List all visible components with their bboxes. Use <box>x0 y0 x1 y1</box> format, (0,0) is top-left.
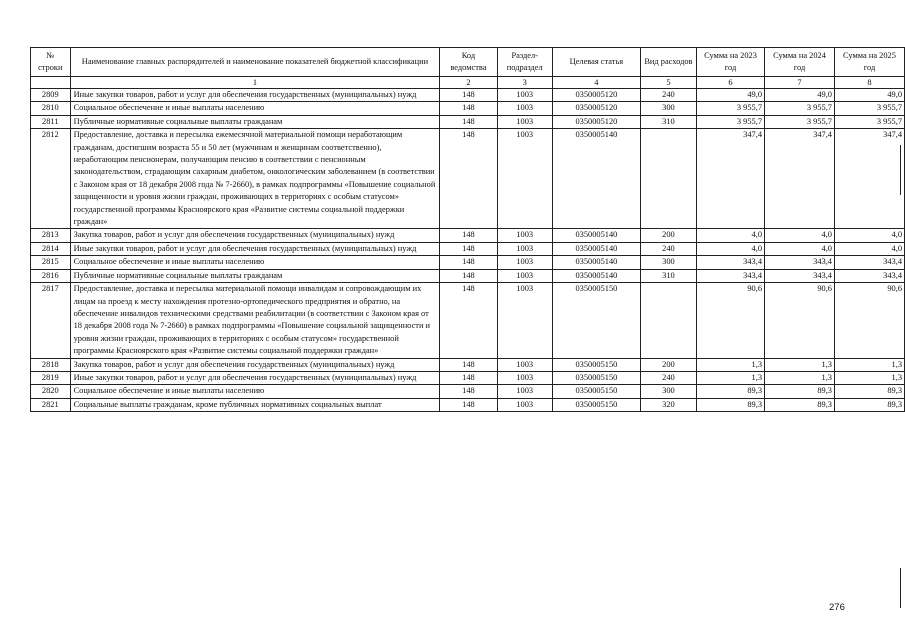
expense-type-cell: 240 <box>640 89 696 102</box>
header-sum-2024: Сумма на 2024 год <box>765 48 835 77</box>
column-index <box>31 77 71 89</box>
sum-2025-cell: 343,4 <box>834 269 904 282</box>
row-number-cell: 2811 <box>31 115 71 128</box>
table-row <box>31 385 905 398</box>
scan-edge-mark <box>900 568 901 608</box>
section-cell: 1003 <box>497 358 552 371</box>
department-code-cell: 148 <box>440 102 497 115</box>
expense-type-cell: 240 <box>640 242 696 255</box>
section-cell: 1003 <box>497 129 552 229</box>
section-cell: 1003 <box>497 256 552 269</box>
table-row <box>31 229 905 242</box>
section-cell: 1003 <box>497 89 552 102</box>
sum-2023-cell: 1,3 <box>696 371 764 384</box>
target-article-cell: 0350005120 <box>552 89 640 102</box>
expense-type-cell <box>640 283 696 358</box>
row-number-cell: 2816 <box>31 269 71 282</box>
expense-type-cell: 200 <box>640 229 696 242</box>
column-index-row <box>31 77 905 89</box>
sum-2023-cell: 89,3 <box>696 398 764 411</box>
table-row <box>31 256 905 269</box>
sum-2023-cell: 1,3 <box>696 358 764 371</box>
table-row <box>31 115 905 128</box>
table-row <box>31 102 905 115</box>
name-cell: Иные закупки товаров, работ и услуг для обеспечения государственных (муниципальных) нужд <box>70 242 440 255</box>
section-cell: 1003 <box>497 385 552 398</box>
name-cell: Закупка товаров, работ и услуг для обеспечения государственных (муниципальных) нужд <box>70 229 440 242</box>
header-expense-type: Вид расходов <box>640 48 696 77</box>
name-cell: Иные закупки товаров, работ и услуг для обеспечения государственных (муниципальных) нужд <box>70 89 440 102</box>
sum-2023-cell: 343,4 <box>696 269 764 282</box>
section-cell: 1003 <box>497 242 552 255</box>
header-section: Раздел-подраздел <box>497 48 552 77</box>
table-row <box>31 269 905 282</box>
row-number-cell: 2817 <box>31 283 71 358</box>
name-cell: Иные закупки товаров, работ и услуг для обеспечения государственных (муниципальных) нужд <box>70 371 440 384</box>
section-cell: 1003 <box>497 371 552 384</box>
section-cell: 1003 <box>497 269 552 282</box>
sum-2025-cell: 4,0 <box>834 229 904 242</box>
sum-2024-cell: 3 955,7 <box>765 102 835 115</box>
page-number: 276 <box>829 602 845 613</box>
section-cell: 1003 <box>497 102 552 115</box>
table-row <box>31 283 905 358</box>
sum-2025-cell: 89,3 <box>834 398 904 411</box>
section-cell: 1003 <box>497 283 552 358</box>
expense-type-cell: 310 <box>640 269 696 282</box>
header-row-number: № строки <box>31 48 71 77</box>
sum-2024-cell: 343,4 <box>765 269 835 282</box>
expense-type-cell <box>640 129 696 229</box>
sum-2023-cell: 49,0 <box>696 89 764 102</box>
department-code-cell: 148 <box>440 283 497 358</box>
target-article-cell: 0350005120 <box>552 115 640 128</box>
row-number-cell: 2820 <box>31 385 71 398</box>
target-article-cell: 0350005140 <box>552 242 640 255</box>
sum-2023-cell: 4,0 <box>696 229 764 242</box>
sum-2025-cell: 343,4 <box>834 256 904 269</box>
name-cell: Публичные нормативные социальные выплаты гражданам <box>70 115 440 128</box>
sum-2025-cell: 3 955,7 <box>834 115 904 128</box>
target-article-cell: 0350005120 <box>552 102 640 115</box>
department-code-cell: 148 <box>440 256 497 269</box>
row-number-cell: 2814 <box>31 242 71 255</box>
department-code-cell: 148 <box>440 269 497 282</box>
sum-2024-cell: 4,0 <box>765 242 835 255</box>
department-code-cell: 148 <box>440 115 497 128</box>
department-code-cell: 148 <box>440 89 497 102</box>
sum-2024-cell: 89,3 <box>765 398 835 411</box>
target-article-cell: 0350005150 <box>552 358 640 371</box>
target-article-cell: 0350005150 <box>552 385 640 398</box>
sum-2025-cell: 1,3 <box>834 358 904 371</box>
sum-2024-cell: 89,3 <box>765 385 835 398</box>
table-header-row <box>31 48 905 77</box>
name-cell: Социальное обеспечение и иные выплаты населению <box>70 385 440 398</box>
department-code-cell: 148 <box>440 358 497 371</box>
sum-2023-cell: 3 955,7 <box>696 115 764 128</box>
name-cell: Социальное обеспечение и иные выплаты населению <box>70 102 440 115</box>
table-row <box>31 89 905 102</box>
sum-2025-cell: 49,0 <box>834 89 904 102</box>
row-number-cell: 2821 <box>31 398 71 411</box>
sum-2023-cell: 89,3 <box>696 385 764 398</box>
expense-type-cell: 200 <box>640 358 696 371</box>
column-index: 8 <box>834 77 904 89</box>
sum-2024-cell: 1,3 <box>765 358 835 371</box>
column-index: 1 <box>70 77 440 89</box>
header-target-article: Целевая статья <box>552 48 640 77</box>
sum-2023-cell: 90,6 <box>696 283 764 358</box>
name-cell: Социальное обеспечение и иные выплаты населению <box>70 256 440 269</box>
sum-2025-cell: 90,6 <box>834 283 904 358</box>
header-sum-2025: Сумма на 2025 год <box>834 48 904 77</box>
sum-2024-cell: 3 955,7 <box>765 115 835 128</box>
row-number-cell: 2819 <box>31 371 71 384</box>
column-index: 7 <box>765 77 835 89</box>
column-index: 6 <box>696 77 764 89</box>
budget-table <box>30 47 905 412</box>
expense-type-cell: 240 <box>640 371 696 384</box>
sum-2025-cell: 89,3 <box>834 385 904 398</box>
column-index: 4 <box>552 77 640 89</box>
sum-2023-cell: 4,0 <box>696 242 764 255</box>
header-sum-2023: Сумма на 2023 год <box>696 48 764 77</box>
row-number-cell: 2818 <box>31 358 71 371</box>
target-article-cell: 0350005140 <box>552 269 640 282</box>
target-article-cell: 0350005150 <box>552 371 640 384</box>
sum-2024-cell: 343,4 <box>765 256 835 269</box>
department-code-cell: 148 <box>440 242 497 255</box>
expense-type-cell: 300 <box>640 102 696 115</box>
name-cell: Публичные нормативные социальные выплаты гражданам <box>70 269 440 282</box>
sum-2025-cell: 1,3 <box>834 371 904 384</box>
department-code-cell: 148 <box>440 371 497 384</box>
row-number-cell: 2815 <box>31 256 71 269</box>
sum-2025-cell: 4,0 <box>834 242 904 255</box>
header-department-code: Код ведомства <box>440 48 497 77</box>
name-cell: Социальные выплаты гражданам, кроме публичных нормативных социальных выплат <box>70 398 440 411</box>
sum-2025-cell: 3 955,7 <box>834 102 904 115</box>
table-row <box>31 358 905 371</box>
header-name: Наименование главных распорядителей и наименование показателей бюджетной классификации <box>70 48 440 77</box>
expense-type-cell: 300 <box>640 256 696 269</box>
target-article-cell: 0350005140 <box>552 129 640 229</box>
table-row <box>31 129 905 229</box>
scan-edge-mark <box>900 145 901 195</box>
table-row <box>31 371 905 384</box>
department-code-cell: 148 <box>440 129 497 229</box>
target-article-cell: 0350005150 <box>552 283 640 358</box>
row-number-cell: 2813 <box>31 229 71 242</box>
name-cell: Предоставление, доставка и пересылка ежемесячной материальной помощи неработающим гражданам, достигшим возраста 55 и 50 лет (мужчинам и женщинам соответственно), неработающим пенсионерам, получающим пенсию в соответствии с пенсионным законодательством, страдающим сахарным диабетом, онкологическим заболеванием (в соответствии с Законом края от 18 декабря 2008 года № 7-2660), в рамках подпрограммы «Повышение социальной защищенности и уровня жизни граждан, проживающих в территориях с особым статусом» государственной программы Красноярского края «Развитие системы социальной поддержки граждан» <box>70 129 440 229</box>
sum-2024-cell: 347,4 <box>765 129 835 229</box>
sum-2024-cell: 1,3 <box>765 371 835 384</box>
sum-2023-cell: 343,4 <box>696 256 764 269</box>
name-cell: Закупка товаров, работ и услуг для обеспечения государственных (муниципальных) нужд <box>70 358 440 371</box>
department-code-cell: 148 <box>440 229 497 242</box>
name-cell: Предоставление, доставка и пересылка материальной помощи инвалидам и сопровождающим их лицам на проезд к месту нахождения протезно-ортопедического предприятия и обратно, на обеспечение инвалидов техническими средствами реабилитации (в соответствии с Законом края от 18 декабря 2008 года № 7-2660) в рамках подпрограммы «Повышение социальной защищенности и уровня жизни граждан, проживающих в территориях с особым статусом» государственной программы Красноярского края «Развитие системы социальной поддержки граждан» <box>70 283 440 358</box>
section-cell: 1003 <box>497 398 552 411</box>
section-cell: 1003 <box>497 115 552 128</box>
target-article-cell: 0350005140 <box>552 229 640 242</box>
column-index: 5 <box>640 77 696 89</box>
expense-type-cell: 300 <box>640 385 696 398</box>
column-index: 3 <box>497 77 552 89</box>
sum-2025-cell: 347,4 <box>834 129 904 229</box>
budget-table-sheet <box>30 47 905 412</box>
sum-2024-cell: 90,6 <box>765 283 835 358</box>
table-row <box>31 242 905 255</box>
section-cell: 1003 <box>497 229 552 242</box>
sum-2024-cell: 49,0 <box>765 89 835 102</box>
row-number-cell: 2810 <box>31 102 71 115</box>
row-number-cell: 2812 <box>31 129 71 229</box>
table-row <box>31 398 905 411</box>
column-index: 2 <box>440 77 497 89</box>
sum-2023-cell: 347,4 <box>696 129 764 229</box>
expense-type-cell: 310 <box>640 115 696 128</box>
expense-type-cell: 320 <box>640 398 696 411</box>
table-body <box>31 89 905 412</box>
sum-2023-cell: 3 955,7 <box>696 102 764 115</box>
sum-2024-cell: 4,0 <box>765 229 835 242</box>
department-code-cell: 148 <box>440 385 497 398</box>
row-number-cell: 2809 <box>31 89 71 102</box>
target-article-cell: 0350005150 <box>552 398 640 411</box>
target-article-cell: 0350005140 <box>552 256 640 269</box>
department-code-cell: 148 <box>440 398 497 411</box>
